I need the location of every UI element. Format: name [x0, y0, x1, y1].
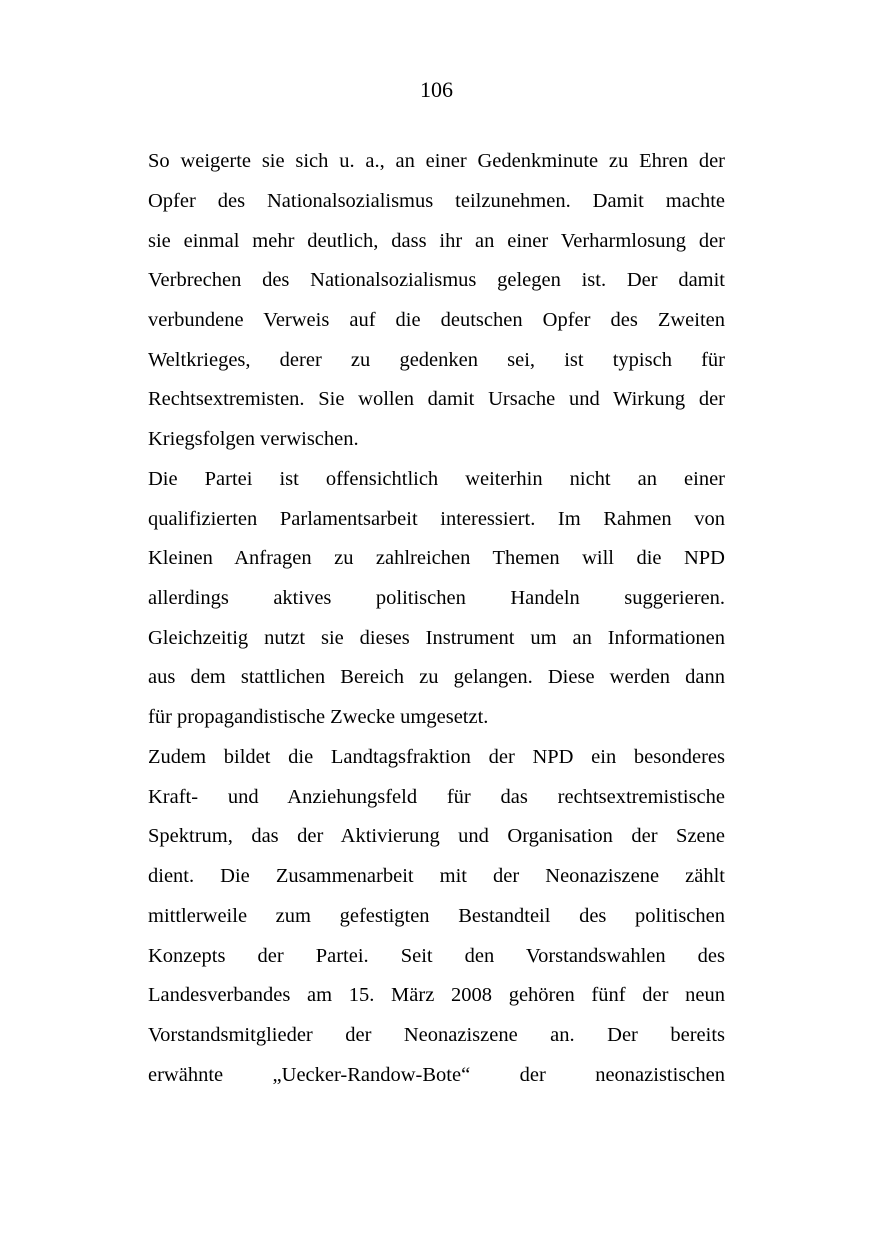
text-line: aus dem stattlichen Bereich zu gelangen. Diese werden dann — [148, 666, 725, 688]
text-line: verbundene Verweis auf die deutschen Opfer des Zweiten — [148, 309, 725, 331]
text-line: Landesverbandes am 15. März 2008 gehören fünf der neun — [148, 984, 725, 1006]
text-line: dient. Die Zusammenarbeit mit der Neonaziszene zählt — [148, 865, 725, 887]
text-line: Vorstandsmitglieder der Neonaziszene an. Der bereits — [148, 1024, 725, 1046]
text-line: für propagandistische Zwecke umgesetzt. — [148, 706, 489, 728]
text-line: qualifizierten Parlamentsarbeit interessiert. Im Rahmen von — [148, 508, 725, 530]
text-line: Rechtsextremisten. Sie wollen damit Ursache und Wirkung der — [148, 388, 725, 410]
text-line: Gleichzeitig nutzt sie dieses Instrument um an Informationen — [148, 627, 725, 649]
text-line: mittlerweile zum gefestigten Bestandteil des politischen — [148, 905, 725, 927]
text-line: Zudem bildet die Landtagsfraktion der NPD ein besonderes — [148, 746, 725, 768]
text-line: Weltkrieges, derer zu gedenken sei, ist typisch für — [148, 349, 725, 371]
text-line: Konzepts der Partei. Seit den Vorstandswahlen des — [148, 945, 725, 967]
text-line: Spektrum, das der Aktivierung und Organisation der Szene — [148, 825, 725, 847]
text-line: Kriegsfolgen verwischen. — [148, 428, 359, 450]
text-line: allerdings aktives politischen Handeln suggerieren. — [148, 587, 725, 609]
text-line: Kraft- und Anziehungsfeld für das rechtsextremistische — [148, 786, 725, 808]
text-line: Verbrechen des Nationalsozialismus gelegen ist. Der damit — [148, 269, 725, 291]
text-line: erwähnte „Uecker-Randow-Bote“ der neonazistischen — [148, 1064, 725, 1086]
text-line: sie einmal mehr deutlich, dass ihr an einer Verharmlosung der — [148, 230, 725, 252]
text-line: So weigerte sie sich u. a., an einer Gedenkminute zu Ehren der — [148, 150, 725, 172]
page-number: 106 — [420, 77, 453, 102]
text-line: Kleinen Anfragen zu zahlreichen Themen will die NPD — [148, 547, 725, 569]
text-line: Die Partei ist offensichtlich weiterhin nicht an einer — [148, 468, 725, 490]
text-line: Opfer des Nationalsozialismus teilzunehmen. Damit machte — [148, 190, 725, 212]
